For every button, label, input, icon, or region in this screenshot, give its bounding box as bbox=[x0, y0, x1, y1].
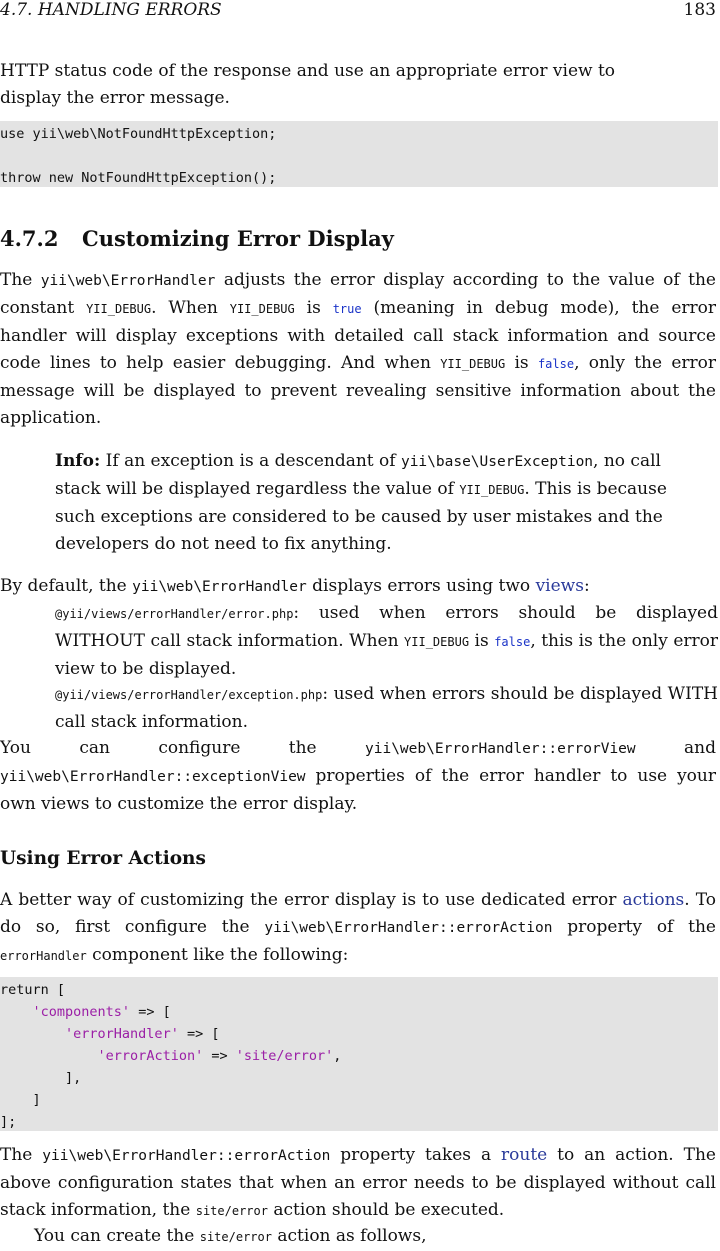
file-path: @yii/views/errorHandler/exception.php bbox=[55, 688, 323, 702]
property-name: yii\web\ErrorHandler::exceptionView bbox=[0, 769, 306, 785]
intro-line-2: display the error message. bbox=[0, 88, 230, 108]
running-header bbox=[0, 0, 716, 24]
keyword-true: true bbox=[332, 302, 362, 316]
paragraph-error-action-route: The yii\web\ErrorHandler::errorAction property takes a route to an action. The above configuration states that when an error needs to be displayed without call stack information, the site/error action should be executed. bbox=[0, 1145, 716, 1220]
class-name: yii\base\UserException bbox=[400, 454, 594, 470]
route-link[interactable]: route bbox=[501, 1145, 548, 1165]
code-block-config: return [ 'components' => [ 'errorHandler' => [ 'errorAction' => 'site/error', ], ] ]; bbox=[0, 977, 718, 1131]
section-title: Customizing Error Display bbox=[82, 226, 394, 251]
class-name: yii\web\ErrorHandler bbox=[40, 273, 216, 289]
section-number: 4.7.2 bbox=[0, 226, 59, 251]
property-name: yii\web\ErrorHandler::errorAction bbox=[42, 1148, 331, 1164]
file-path: @yii/views/errorHandler/error.php bbox=[55, 607, 294, 621]
section-heading bbox=[0, 226, 394, 251]
list-item-exception-view: @yii/views/errorHandler/exception.php: used when errors should be displayed WITH call stack information. bbox=[55, 684, 718, 732]
route-name: site/error bbox=[195, 1204, 268, 1218]
paragraph-error-handler: The yii\web\ErrorHandler adjusts the error display according to the value of the constant YII_DEBUG. When YII_DEBUG is true (meaning in debug mode), the error handler will display exceptions with detailed call stack information and source code lines to help easier debugging. And when YII_DEBUG is false, only the error message will be displayed to prevent revealing sensitive information about the application. bbox=[0, 270, 717, 428]
code-line: throw new NotFoundHttpException(); bbox=[0, 170, 277, 186]
route-name: site/error bbox=[199, 1230, 272, 1244]
paragraph-default-views: By default, the yii\web\ErrorHandler displays errors using two views: bbox=[0, 576, 590, 596]
paragraph-configure-views: You can configure the yii\web\ErrorHandler::errorView and yii\web\ErrorHandler::exceptionView properties of the error handler to use your own views to customize the error display. bbox=[0, 738, 716, 814]
info-label: Info: bbox=[55, 451, 101, 471]
property-name: yii\web\ErrorHandler::errorAction bbox=[264, 920, 553, 936]
running-header-section: 4.7. HANDLING ERRORS bbox=[0, 0, 222, 20]
keyword-false: false bbox=[494, 635, 531, 649]
intro-paragraph bbox=[0, 58, 716, 112]
constant: YII_DEBUG bbox=[440, 357, 506, 371]
class-name: yii\web\ErrorHandler bbox=[132, 579, 307, 595]
constant: YII_DEBUG bbox=[229, 302, 295, 316]
code-block-throw bbox=[0, 121, 718, 187]
list-item-error-view: @yii/views/errorHandler/error.php: used when errors should be displayed WITHOUT call stack information. When YII_DEBUG is false, this is the only error view to be displayed. bbox=[55, 603, 719, 679]
component-name: errorHandler bbox=[0, 949, 87, 963]
code-line: use yii\web\NotFoundHttpException; bbox=[0, 126, 277, 142]
constant: YII_DEBUG bbox=[86, 302, 152, 316]
constant: YII_DEBUG bbox=[404, 635, 470, 649]
page-number: 183 bbox=[683, 0, 716, 20]
views-link[interactable]: views bbox=[535, 576, 584, 596]
actions-link[interactable]: actions bbox=[622, 890, 685, 910]
property-name: yii\web\ErrorHandler::errorView bbox=[365, 741, 636, 757]
info-note: Info: If an exception is a descendant of yii\base\UserException, no call stack will be displayed regardless the value of YII_DEBUG. This is because such exceptions are considered to be caused by user mistakes and the developers do not need to fix anything. bbox=[55, 451, 667, 554]
paragraph-create-action: You can create the site/error action as follows, bbox=[34, 1226, 427, 1246]
constant: YII_DEBUG bbox=[459, 483, 525, 497]
keyword-false: false bbox=[537, 357, 575, 371]
paragraph-error-actions: A better way of customizing the error display is to use dedicated error actions. To do so, first configure the yii\web\ErrorHandler::errorAction property of the errorHandler component like the following: bbox=[0, 890, 716, 965]
intro-line-1: HTTP status code of the response and use an appropriate error view to bbox=[0, 61, 616, 81]
subsection-heading: Using Error Actions bbox=[0, 848, 206, 869]
